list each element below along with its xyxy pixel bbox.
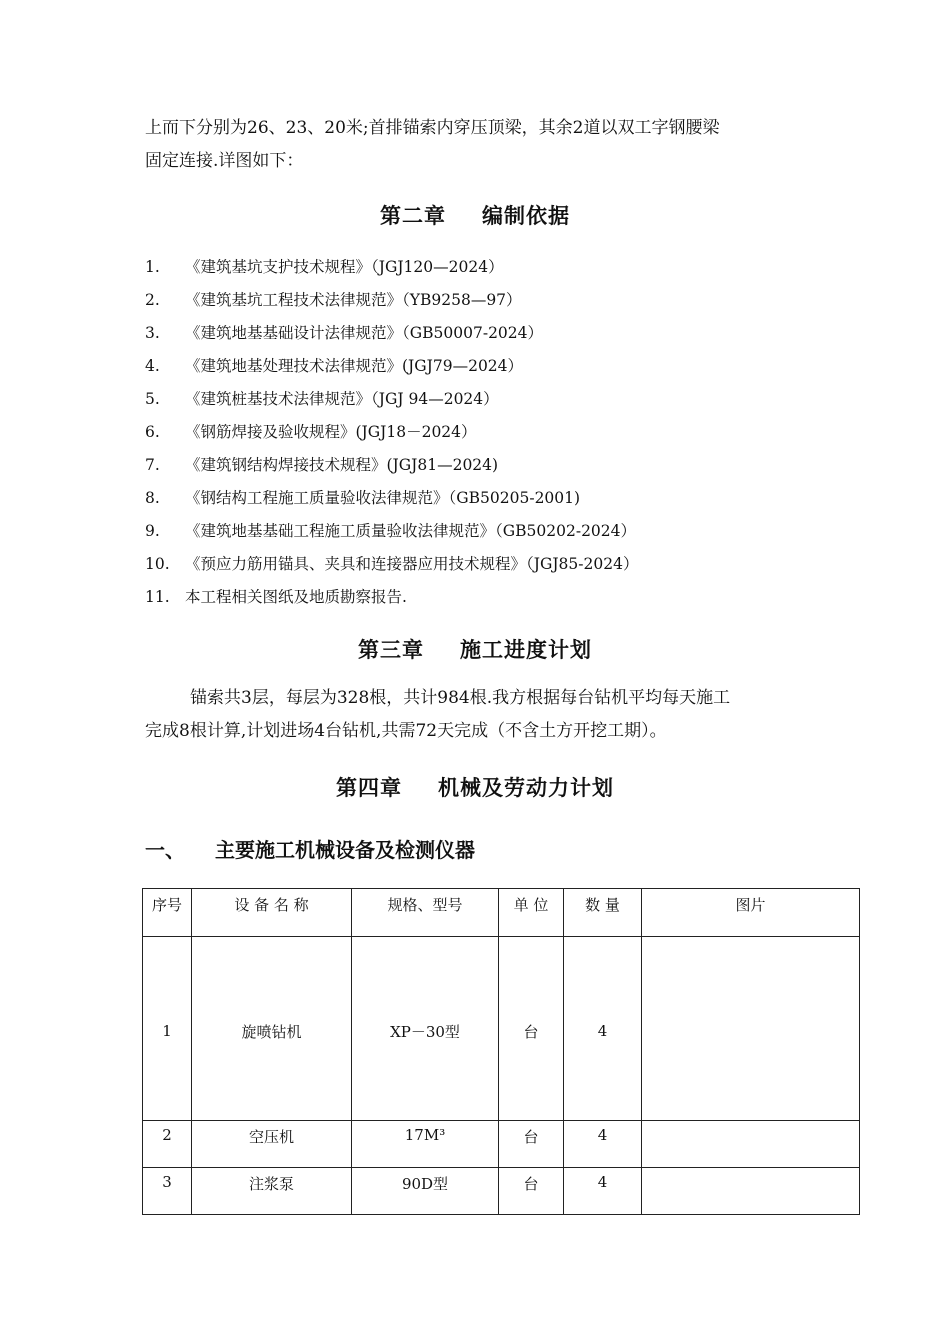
table-row: [143, 1168, 860, 1215]
list-item: 3. 《建筑地基基础设计法律规范》（GB50007-2024）: [145, 324, 544, 342]
cell-spec: XP－30型: [352, 937, 499, 1121]
chapter-2-heading: [0, 200, 950, 230]
schedule-line-2: 完成8根计算,计划进场4台钻机,共需72天完成（不含土方开挖工期）。: [145, 721, 667, 741]
cell-no: 1: [143, 937, 192, 1121]
chapter-3-label: 第三章: [358, 638, 424, 662]
cell-spec: 90D型: [352, 1168, 499, 1215]
chapter-3-heading: [0, 634, 950, 664]
cell-no: 3: [143, 1168, 192, 1215]
intro-line-1: 上而下分别为26、23、20米;首排锚索内穿压顶梁，其余2道以双工字钢腰梁: [145, 118, 720, 138]
cell-no: 2: [143, 1121, 192, 1168]
column-header: 序号: [143, 889, 192, 937]
chapter-4-heading: [0, 772, 950, 802]
schedule-line-1: 锚索共3层，每层为328根，共计984根.我方根据每台钻机平均每天施工: [190, 688, 731, 708]
chapter-2-title: 编制依据: [482, 204, 570, 228]
cell-unit: 台: [499, 937, 564, 1121]
cell-qty: 4: [564, 937, 642, 1121]
table-header-row: [143, 889, 860, 937]
cell-qty: 4: [564, 1121, 642, 1168]
reference-list: [145, 256, 638, 619]
table-row: [143, 937, 860, 1121]
column-header: 单 位: [499, 889, 564, 937]
section-1-heading: [145, 834, 475, 863]
list-item: 7. 《建筑钢结构焊接技术规程》(JGJ81—2024): [145, 456, 499, 474]
list-item: 10. 《预应力筋用锚具、夹具和连接器应用技术规程》（JGJ85-2024）: [145, 555, 639, 573]
list-item: 1. 《建筑基坑支护技术规程》（JGJ120—2024）: [145, 258, 504, 276]
section-1-number: 一、: [145, 838, 185, 862]
cell-name: 注浆泵: [192, 1168, 352, 1215]
list-item: 6. 《钢筋焊接及验收规程》(JGJ18－2024）: [145, 423, 477, 441]
cell-picture: [642, 937, 860, 1121]
equipment-table: [142, 888, 860, 1215]
column-header: 设 备 名 称: [192, 889, 352, 937]
list-item: 11. 本工程相关图纸及地质勘察报告.: [145, 588, 407, 606]
chapter-4-label: 第四章: [336, 776, 402, 800]
list-item: 8. 《钢结构工程施工质量验收法律规范》（GB50205-2001): [145, 489, 581, 507]
cell-unit: 台: [499, 1121, 564, 1168]
cell-name: 旋喷钻机: [192, 937, 352, 1121]
cell-picture: [642, 1121, 860, 1168]
cell-qty: 4: [564, 1168, 642, 1215]
list-item: 5. 《建筑桩基技术法律规范》（JGJ 94—2024）: [145, 390, 499, 408]
column-header: 数 量: [564, 889, 642, 937]
cell-picture: [642, 1168, 860, 1215]
list-item: 2. 《建筑基坑工程技术法律规范》（YB9258—97）: [145, 291, 522, 309]
chapter-4-title: 机械及劳动力计划: [438, 776, 614, 800]
cell-unit: 台: [499, 1168, 564, 1215]
cell-name: 空压机: [192, 1121, 352, 1168]
intro-line-2: 固定连接.详图如下：: [145, 151, 304, 171]
list-item: 4. 《建筑地基处理技术法律规范》(JGJ79—2024）: [145, 357, 524, 375]
column-header: 图片: [642, 889, 860, 937]
chapter-2-label: 第二章: [380, 204, 446, 228]
chapter-3-title: 施工进度计划: [460, 638, 592, 662]
cell-spec: 17M³: [352, 1121, 499, 1168]
list-item: 9. 《建筑地基基础工程施工质量验收法律规范》（GB50202-2024）: [145, 522, 637, 540]
section-1-title: 主要施工机械设备及检测仪器: [215, 838, 475, 862]
table-row: [143, 1121, 860, 1168]
column-header: 规格、型号: [352, 889, 499, 937]
